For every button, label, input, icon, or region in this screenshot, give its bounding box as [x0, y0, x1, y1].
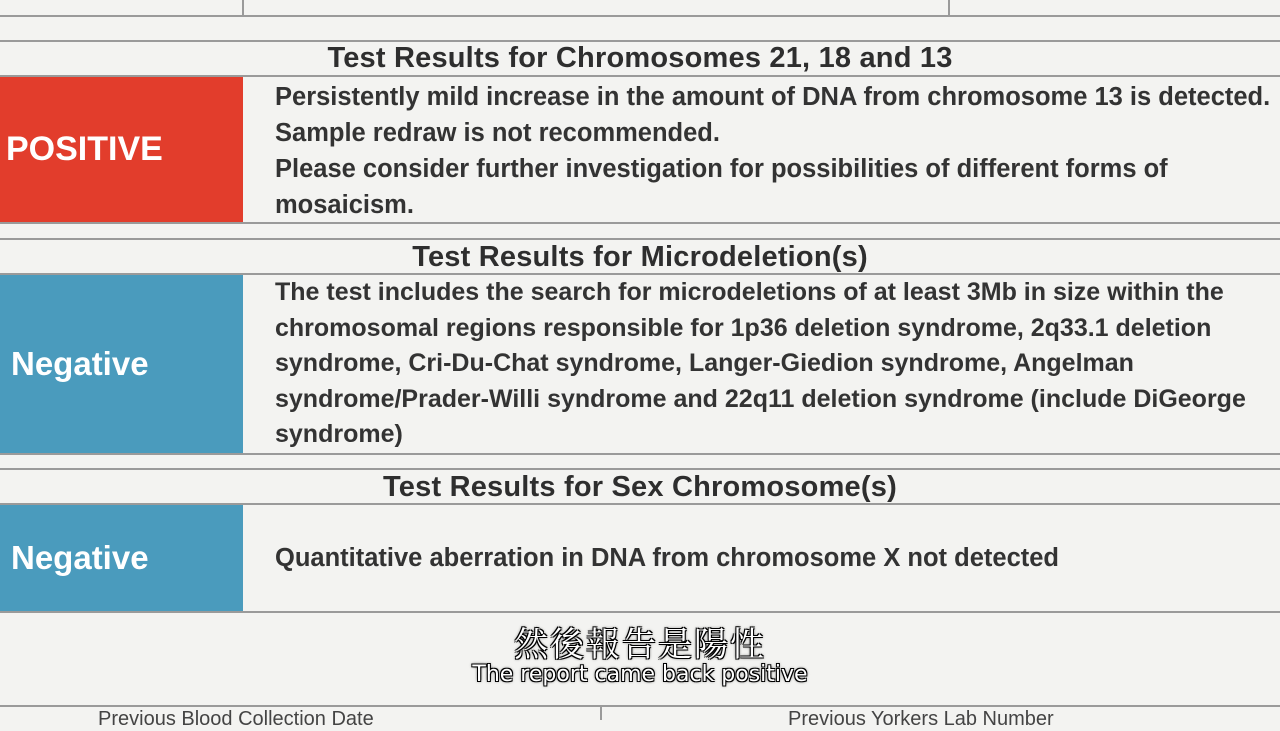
status-badge-negative-sex-chromosome: Negative — [0, 505, 243, 611]
section-3-bottom-border — [0, 611, 1280, 613]
section-1-description — [275, 79, 1275, 223]
footer-right-label: Previous Yorkers Lab Number — [788, 708, 1054, 730]
section-title-trisomy: Test Results for Chromosomes 21, 18 and 13 — [327, 42, 953, 74]
footer-divider — [600, 705, 602, 720]
subtitle-english: The report came back positive — [472, 662, 808, 687]
footer-left-label: Previous Blood Collection Date — [98, 708, 374, 730]
section-title-microdeletion: Test Results for Microdeletion(s) — [412, 241, 868, 273]
section-3-description — [275, 540, 1275, 576]
section-2-bottom-border — [0, 453, 1280, 455]
subtitle-chinese: 然後報告是陽性 — [514, 625, 766, 665]
top-row-divider-right — [948, 0, 950, 16]
section-2-description — [275, 275, 1275, 453]
section-2-description-text: The test includes the search for microdeletions of at least 3Mb in size within the chromosomal regions responsible for 1p36 deletion syndrome, 2q33.1 deletion syndrome, Cri-Du-Chat syndrome, Langer-Giedion syndrome, Angelman syndrome/Prader-Willi syndrome and 22q11 deletion syndrome (include DiGeorge syndrome) — [275, 278, 1246, 448]
section-3-top-border — [0, 468, 1280, 470]
top-row-divider-left — [242, 0, 244, 16]
section-title-sex-chromosome: Test Results for Sex Chromosome(s) — [383, 471, 897, 503]
section-1-bottom-border — [0, 222, 1280, 224]
section-2-top-border — [0, 238, 1280, 240]
section-1-description-line-1: Persistently mild increase in the amount of DNA from chromosome 13 is detected. Sample redraw is not recommended. — [275, 83, 1271, 147]
status-badge-negative-microdeletion: Negative — [0, 275, 243, 453]
status-badge-positive: POSITIVE — [0, 77, 243, 222]
section-3-description-text: Quantitative aberration in DNA from chromosome X not detected — [275, 544, 1060, 572]
section-1-description-line-2: Please consider further investigation for possibilities of different forms of mosaicism. — [275, 155, 1168, 219]
top-row-bottom-border — [0, 15, 1280, 17]
footer-top-border — [0, 705, 1280, 707]
